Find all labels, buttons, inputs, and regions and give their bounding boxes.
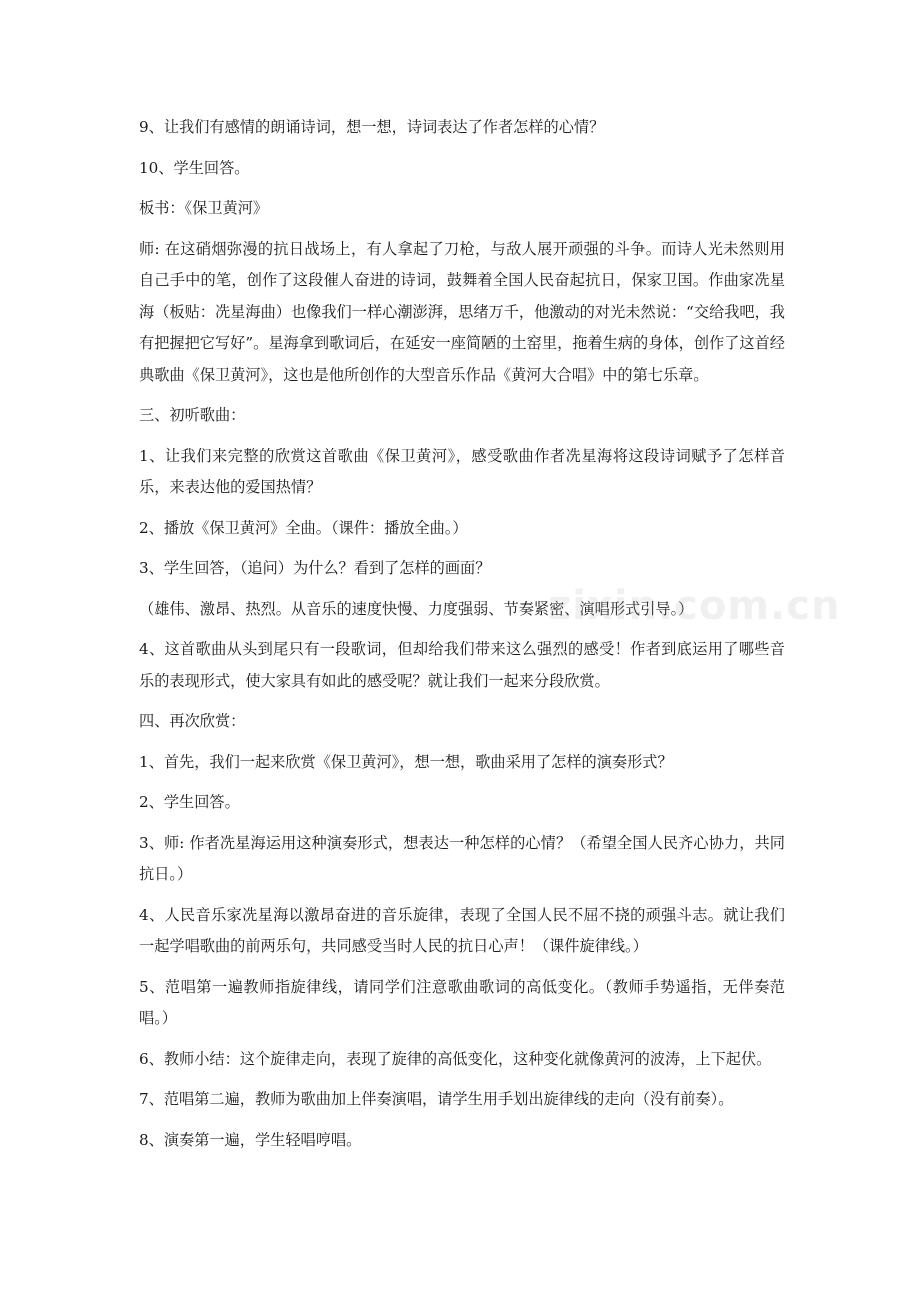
paragraph-4-1: 1、首先，我们一起来欣赏《保卫黄河》，想一想，歌曲采用了怎样的演奏形式？ (139, 752, 673, 771)
section-heading-3: 三、初听歌曲： (139, 406, 246, 424)
paragraph-3-4: 4、这首歌曲从头到尾只有一段歌词，但却给我们带来这么强烈的感受！作者到底运用了哪些音乐的表现形式，使大家具有如此的感受呢？就让我们一起来分段欣赏。 (139, 640, 785, 690)
paragraph-3-note: （雄伟、激昂、热烈。从音乐的速度快慢、力度强弱、节奏紧密、演唱形式引导。） (139, 599, 694, 618)
paragraph-3-2: 2、播放《保卫黄河》全曲。（课件：播放全曲。） (139, 518, 468, 537)
paragraph-4-6: 6、教师小结：这个旋律走向，表现了旋律的高低变化，这种变化就像黄河的波涛，上下起伏。 (139, 1049, 772, 1068)
paragraph-4-7: 7、范唱第二遍，教师为歌曲加上伴奏演唱，请学生用手划出旋律线的走向（没有前奏）。 (139, 1090, 734, 1108)
paragraph-9: 9、让我们有感情的朗诵诗词，想一想，诗词表达了作者怎样的心情？ (139, 118, 605, 136)
paragraph-4-5: 5、范唱第一遍教师指旋律线，请同学们注意歌曲歌词的高低变化。（教师手势遥指，无伴奏范唱。） (139, 977, 785, 1027)
paragraph-4-8: 8、演奏第一遍，学生轻唱哼唱。 (139, 1130, 362, 1149)
paragraph-3-1: 1、让我们来完整的欣赏这首歌曲《保卫黄河》，感受歌曲作者冼星海将这段诗词赋予了怎样音乐，来表达他的爱国热情？ (139, 446, 785, 496)
section-heading-4: 四、再次欣赏： (139, 712, 246, 730)
paragraph-10: 10、学生回答。 (139, 158, 250, 177)
paragraph-4-2: 2、学生回答。 (139, 793, 240, 811)
paragraph-teacher-intro: 师: 在这硝烟弥漫的抗日战场上，有人拿起了刀枪，与敌人展开顽强的斗争。而诗人光未然则用自己手中的笔，创作了这段催人奋进的诗词，鼓舞着全国人民奋起抗日，保家卫国。作曲家冼星海（板贴：冼星海曲）也像我们一样心潮澎湃，思绪万千，他激动的对光未然说：“交给我吧，我有把握把它写好”。星海拿到歌词后，在延安一座简陋的土窑里，拖着生病的身体，创作了这首经典歌曲《保卫黄河》，这也是他所创作的大型音乐作品《黄河大合唱》中的第七乐章。 (139, 239, 785, 384)
paragraph-blackboard: 板书：《保卫黄河》 (139, 199, 269, 217)
document-body (139, 112, 785, 1165)
watermark: zixin.com.cn (548, 583, 841, 629)
paragraph-4-4: 4、人民音乐家冼星海以激昂奋进的音乐旋律，表现了全国人民不屈不挠的顽强斗志。就让我们一起学唱歌曲的前两乐句，共同感受当时人民的抗日心声！（课件旋律线。） (139, 905, 785, 955)
paragraph-3-3: 3、学生回答，（追问）为什么？看到了怎样的画面？ (139, 559, 491, 577)
paragraph-4-3: 3、师: 作者冼星海运用这种演奏形式，想表达一种怎样的心情？（希望全国人民齐心协力，共同抗日。） (139, 833, 785, 883)
